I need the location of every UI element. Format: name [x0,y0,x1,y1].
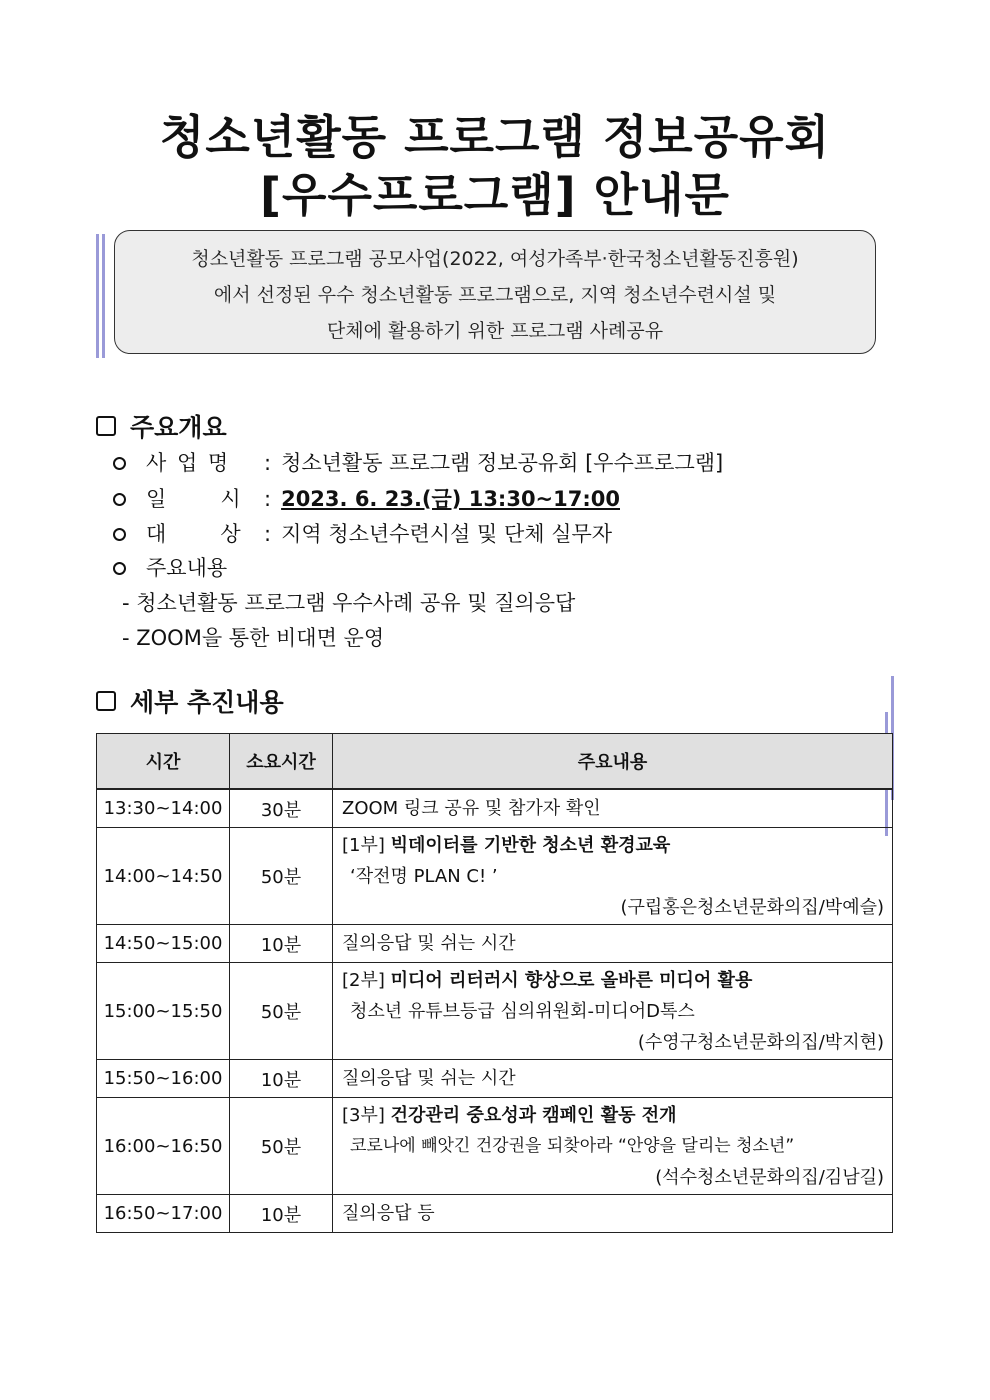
summary-box [114,230,876,354]
part-label: [1부] [342,834,385,856]
table-row [97,828,893,925]
table-row [97,1195,893,1233]
overview-item [113,517,612,551]
overview-item [113,482,620,516]
cell-content [333,789,893,828]
cell-duration: 10분 [230,1060,333,1098]
cell-time: 15:50~16:00 [97,1060,230,1098]
document-title-line1: 청소년활동 프로그램 정보공유회 [159,110,831,164]
colon: : [264,522,272,546]
summary-line: 에서 선정된 우수 청소년활동 프로그램으로, 지역 청소년수련시설 및 [213,284,777,306]
overview-sub-item: - 청소년활동 프로그램 우수사례 공유 및 질의응답 [122,591,576,615]
content-title: 미디어 리터러시 향상으로 올바른 미디어 활용 [390,969,753,991]
content-title: 건강관리 중요성과 캠페인 활동 전개 [390,1104,677,1126]
content-title: ZOOM 링크 공유 및 참가자 확인 [342,798,601,819]
cell-time: 13:30~14:00 [97,789,230,828]
summary-panel [96,230,894,358]
content-subtitle: 청소년 유튜브등급 심의위원회-미디어D톡스 [350,1000,695,1022]
content-title: 질의응답 등 [342,1203,435,1224]
checkbox-square-icon [96,691,116,711]
part-label: [2부] [342,969,385,991]
summary-line: 청소년활동 프로그램 공모사업(2022, 여성가족부·한국청소년활동진흥원) [191,248,799,270]
overview-sub-item: - ZOOM을 통한 비대면 운영 [122,626,385,650]
section-heading-overview [96,409,227,443]
column-header-duration: 소요시간 [230,734,333,790]
cell-content [333,1195,893,1233]
column-header-content: 주요내용 [333,734,893,790]
circle-bullet-icon [113,562,126,575]
cell-time: 16:50~17:00 [97,1195,230,1233]
cell-time: 16:00~16:50 [97,1098,230,1195]
cell-content [333,925,893,963]
cell-content [333,963,893,1060]
decorative-bar [102,234,105,358]
overview-value-date: 2023. 6. 23.(금) 13:30~17:00 [281,487,620,511]
checkbox-square-icon [96,416,116,436]
content-organization: (구립홍은청소년문화의집/박예슬) [620,896,884,918]
cell-time: 14:00~14:50 [97,828,230,925]
table-row [97,963,893,1060]
circle-bullet-icon [113,457,126,470]
overview-item [113,446,723,480]
part-label: [3부] [342,1104,385,1126]
table-row [97,925,893,963]
table-header-row [97,734,893,790]
cell-content [333,1060,893,1098]
cell-time: 14:50~15:00 [97,925,230,963]
content-title: 질의응답 및 쉬는 시간 [342,933,516,954]
table-row [97,789,893,828]
column-header-time: 시간 [97,734,230,790]
cell-content [333,1098,893,1195]
cell-duration: 50분 [230,963,333,1060]
cell-time: 15:00~15:50 [97,963,230,1060]
cell-content [333,828,893,925]
section-heading-text: 세부 추진내용 [130,688,284,717]
circle-bullet-icon [113,528,126,541]
content-title: 빅데이터를 기반한 청소년 환경교육 [390,834,671,856]
overview-label: 대 상 [146,522,243,546]
cell-duration: 50분 [230,828,333,925]
content-organization: (석수청소년문화의집/김남길) [655,1166,884,1188]
cell-duration: 30분 [230,789,333,828]
content-title: 질의응답 및 쉬는 시간 [342,1068,516,1089]
table-row [97,1060,893,1098]
content-title-line [342,1100,884,1131]
section-heading-text: 주요개요 [130,413,227,442]
cell-duration: 10분 [230,1195,333,1233]
overview-label: 일 시 [146,487,243,511]
circle-bullet-icon [113,493,126,506]
content-organization: (수영구청소년문화의집/박지현) [637,1031,884,1053]
document-title-line2: [우수프로그램] 안내문 [260,168,730,222]
table-row [97,1098,893,1195]
content-title-line [342,965,884,996]
cell-duration: 10분 [230,925,333,963]
colon: : [264,451,272,475]
content-title-line [342,830,884,861]
overview-label: 사 업 명 [146,451,231,475]
schedule-table [96,733,893,1233]
section-heading-details [96,684,284,718]
content-subtitle: 코로나에 빼앗긴 건강권을 되찾아라 “안양을 달리는 청소년” [350,1135,795,1156]
overview-item [113,551,227,585]
overview-value: 청소년활동 프로그램 정보공유회 [우수프로그램] [281,451,724,475]
summary-line: 단체에 활용하기 위한 프로그램 사례공유 [326,320,664,342]
decorative-bar [96,234,99,358]
colon: : [264,487,272,511]
content-subtitle: ‘작전명 PLAN C! ’ [350,865,498,887]
cell-duration: 50분 [230,1098,333,1195]
overview-value: 지역 청소년수련시설 및 단체 실무자 [281,522,613,546]
overview-label: 주요내용 [146,556,228,580]
